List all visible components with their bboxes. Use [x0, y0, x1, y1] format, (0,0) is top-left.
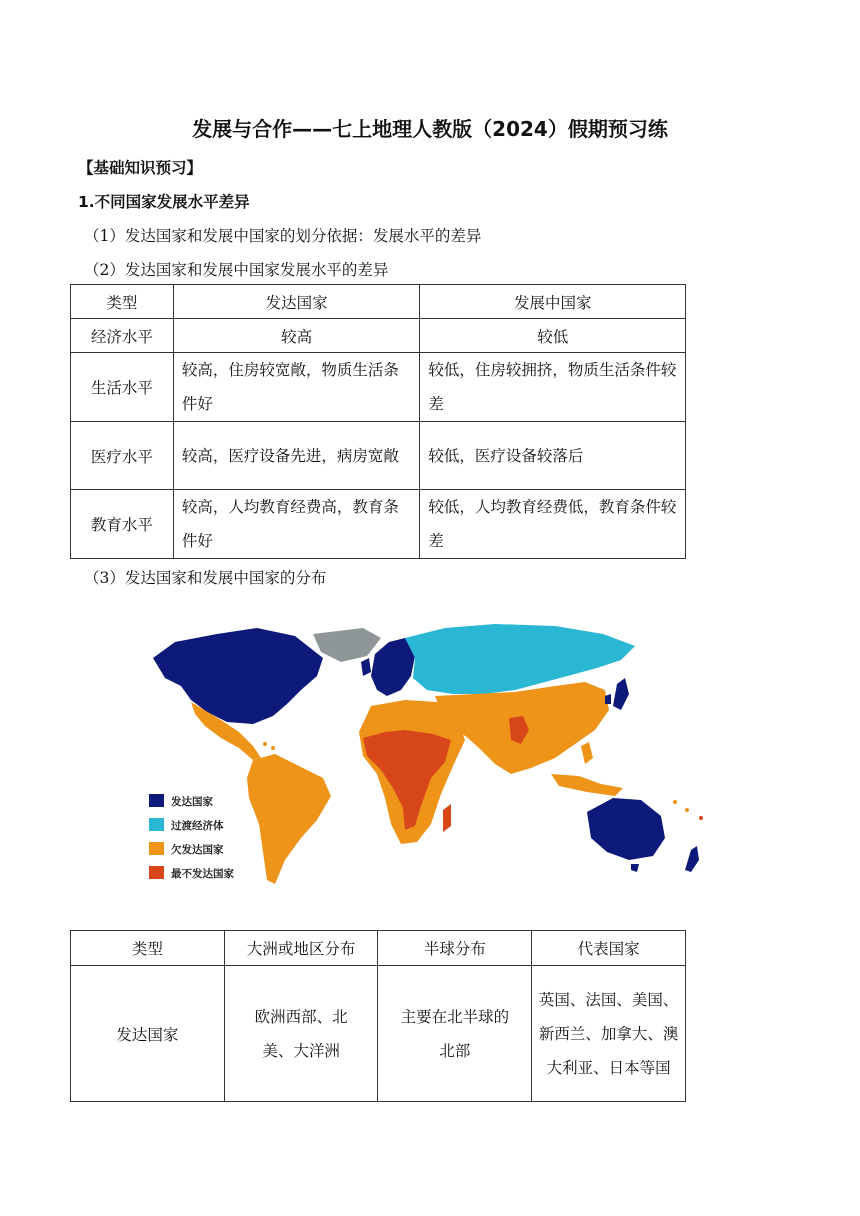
table-row [71, 966, 686, 1102]
table-cell: 生活水平 [71, 353, 174, 422]
legend-swatch-least-developed [149, 866, 164, 879]
legend-label-transition: 过渡经济体 [171, 820, 224, 832]
legend-swatch-less-developed [149, 842, 164, 855]
pacific-island-dot [699, 816, 703, 820]
table-header-cell: 发展中国家 [420, 285, 686, 319]
map-legend [149, 794, 234, 880]
table-header-cell: 发达国家 [173, 285, 420, 319]
legend-label-less-developed: 欠发达国家 [171, 844, 224, 856]
philippines-shape [581, 742, 593, 764]
pacific-island-dot [673, 800, 677, 804]
table-row [71, 353, 686, 422]
item-2-text: （2）发达国家和发展中国家发展水平的差异 [84, 261, 389, 279]
caribbean-dot [263, 742, 267, 746]
table-row [71, 319, 686, 353]
table-cell: 英国、法国、美国、新西兰、加拿大、澳大利亚、日本等国 [532, 966, 686, 1102]
europe-shape [371, 638, 415, 696]
table-row [71, 422, 686, 490]
south-america-shape [247, 754, 331, 884]
uk-shape [361, 658, 371, 676]
table-header-cell: 代表国家 [532, 931, 686, 966]
table-cell: 较高，医疗设备先进，病房宽敞 [173, 422, 420, 490]
japan-shape [613, 678, 629, 710]
subsection-heading: 1.不同国家发展水平差异 [78, 193, 250, 211]
caribbean-dot [271, 746, 275, 750]
table-row [71, 490, 686, 559]
transition-economies-shape [405, 624, 635, 694]
table-header-row [71, 931, 686, 966]
table-header-cell: 大洲或地区分布 [224, 931, 378, 966]
section-heading: 【基础知识预习】 [78, 159, 203, 177]
developed-distribution-table [70, 930, 686, 1102]
table-cell: 经济水平 [71, 319, 174, 353]
southeast-asia-islands-shape [551, 774, 623, 796]
item-1-text: （1）发达国家和发展中国家的划分依据：发展水平的差异 [84, 227, 482, 245]
legend-swatch-developed [149, 794, 164, 807]
madagascar-shape [443, 804, 451, 832]
legend-label-developed: 发达国家 [171, 796, 213, 808]
page-title: 发展与合作——七上地理人教版（2024）假期预习练 [192, 117, 668, 141]
north-america-shape [153, 628, 323, 724]
table-cell: 发达国家 [71, 966, 225, 1102]
table-header-cell: 类型 [71, 931, 225, 966]
table-cell: 较低，人均教育经费低，教育条件较差 [420, 490, 686, 559]
greenland-shape [313, 628, 381, 662]
table-cell: 较高，人均教育经费高，教育条件好 [173, 490, 420, 559]
table-cell: 较低，住房较拥挤，物质生活条件较差 [420, 353, 686, 422]
table-cell: 欧洲西部、北美、大洋洲 [224, 966, 378, 1102]
tasmania-shape [631, 864, 639, 872]
pacific-island-dot [685, 808, 689, 812]
table-cell: 较低，医疗设备较落后 [420, 422, 686, 490]
table-cell: 较低 [420, 319, 686, 353]
table-cell: 主要在北半球的北部 [378, 966, 532, 1102]
table-cell: 较高，住房较宽敞，物质生活条件好 [173, 353, 420, 422]
table-header-cell: 半球分布 [378, 931, 532, 966]
table-cell: 较高 [173, 319, 420, 353]
table-cell: 医疗水平 [71, 422, 174, 490]
legend-label-least-developed: 最不发达国家 [171, 868, 234, 880]
development-comparison-table [70, 284, 686, 559]
table-header-row [71, 285, 686, 319]
world-development-map [135, 598, 725, 898]
item-3-text: （3）发达国家和发展中国家的分布 [84, 569, 327, 587]
legend-swatch-transition [149, 818, 164, 831]
table-header-cell: 类型 [71, 285, 174, 319]
new-zealand-shape [685, 846, 699, 872]
australia-shape [587, 798, 665, 860]
table-cell: 教育水平 [71, 490, 174, 559]
